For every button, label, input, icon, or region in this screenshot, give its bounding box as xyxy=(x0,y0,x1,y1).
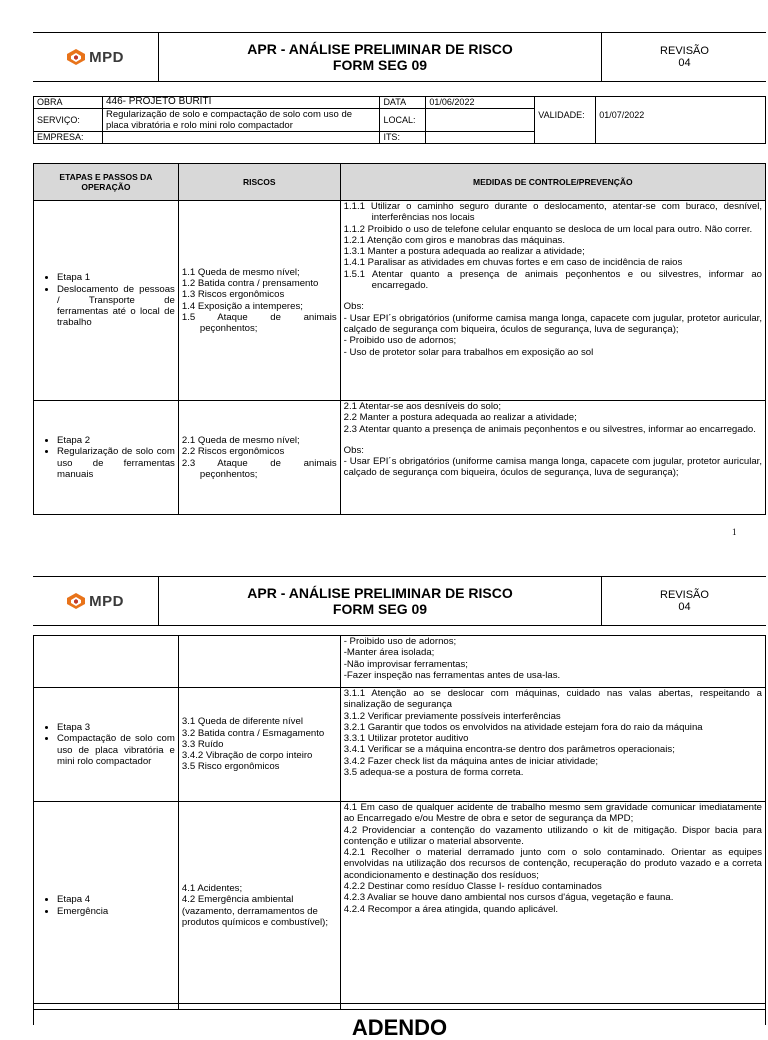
empresa-label: EMPRESA: xyxy=(34,132,103,144)
obs-item: - Usar EPI´s obrigatórios (uniforme camisa manga longa, capacete com jugular, protetor auricular, calçado de segurança com biqueira, óculos de segurança, luva de segurança); xyxy=(343,456,762,479)
measure-item: 3.5 adequa-se a postura de forma correta. xyxy=(343,767,524,779)
measure-item: -Manter área isolada; xyxy=(343,647,435,659)
data-value: 01/06/2022 xyxy=(426,97,535,109)
adendo-title: ADENDO xyxy=(351,1015,448,1040)
measure-item: 2.1 Atentar-se aos desníveis do solo; xyxy=(343,401,501,412)
its-value xyxy=(426,132,535,144)
measure-item: 4.1 Em caso de qualquer acidente de trabalho mesmo sem gravidade comunicar imediatamente ao Encarregado e/ou Mestre de obra e setor de segurança da MPD; xyxy=(343,802,762,825)
etapa4-measures xyxy=(340,802,765,1010)
measure-item: 4.2.3 Avaliar se houve dano ambiental nos cursos d'água, vegetação e fauna. xyxy=(343,892,674,904)
obra-label: OBRA xyxy=(34,97,103,109)
title-line2: FORM SEG 09 xyxy=(332,57,428,73)
logo-text: MPD xyxy=(89,48,124,66)
risk-table-page1 xyxy=(33,163,766,515)
measure-item: 3.2.1 Garantir que todos os envolvidos na atividade estejam fora do raio da máquina xyxy=(343,721,703,733)
measure-item: 3.1.1 Atenção ao se deslocar com máquinas, cuidado nas valas abertas, respeitando a sinalização de segurança xyxy=(343,688,762,711)
company-logo xyxy=(33,577,159,625)
its-label: ITS: xyxy=(380,132,426,144)
risk-item: 1.3 Riscos ergonômicos xyxy=(181,289,285,301)
table-row-etapa2 xyxy=(34,401,766,515)
obs-item: - Uso de protetor solar para trabalhos em exposição ao sol xyxy=(343,346,594,358)
measure-item: 1.1.2 Proibido o uso de telefone celular enquanto se desloca de um local para outro. Não correr. xyxy=(343,223,753,235)
measure-item: 4.2.2 Destinar como resíduo Classe I- resíduo contaminados xyxy=(343,881,602,893)
revision-number: 04 xyxy=(678,601,691,613)
obs-item: - Usar EPI´s obrigatórios (uniforme camisa manga longa, capacete com jugular, protetor auricular, calçado de segurança com biqueira, óculos de segurança, luva de segurança); xyxy=(343,312,762,335)
risk-item: 3.4.2 Vibração de corpo inteiro xyxy=(181,750,313,762)
table-row-etapa1 xyxy=(34,201,766,401)
risk-item: 2.1 Queda de mesmo nível; xyxy=(181,434,300,446)
adendo-section xyxy=(33,1003,766,1040)
document-title xyxy=(159,577,601,625)
etapa1-title: • Etapa 1 xyxy=(57,272,175,283)
risk-item: 2.2 Riscos ergonômicos xyxy=(181,446,285,458)
title-line2: FORM SEG 09 xyxy=(332,601,428,617)
page-number: 1 xyxy=(732,527,737,537)
risk-table-page2 xyxy=(33,635,766,1010)
measure-item: 1.1.1 Utilizar o caminho seguro durante o deslocamento, atentar-se com buraco, desnível, interferências nos locais xyxy=(343,201,762,224)
document-title xyxy=(159,33,601,81)
measure-item: 3.3.1 Utilizar protetor auditivo xyxy=(343,733,469,745)
page1-header xyxy=(33,32,766,82)
risk-item: 4.1 Acidentes; xyxy=(181,882,243,894)
measure-item: 1.2.1 Atenção com giros e manobras das máquinas. xyxy=(343,234,565,246)
title-line1: APR - ANÁLISE PRELIMINAR DE RISCO xyxy=(247,585,513,601)
col-medidas-header: MEDIDAS DE CONTROLE/PREVENÇÃO xyxy=(340,164,765,201)
etapa1-description: • Deslocamento de pessoas / Transporte de ferramentas até o local de trabalho xyxy=(57,284,175,329)
risk-item: 3.1 Queda de diferente nível xyxy=(181,716,303,728)
etapa3-title: • Etapa 3 xyxy=(57,722,175,733)
col-etapas-header: ETAPAS E PASSOS DA OPERAÇÃO xyxy=(34,164,179,201)
obra-value: 446- PROJETO BURITI xyxy=(102,97,379,109)
measure-item: 1.5.1 Atentar quanto a presença de animais peçonhentos e ou silvestres, informar ao encarregado. xyxy=(343,268,762,292)
etapa4-description: • Emergência xyxy=(57,906,175,917)
measure-item: 3.4.2 Fazer check list da máquina antes de iniciar atividade; xyxy=(343,755,599,767)
measure-item: 2.2 Manter a postura adequada ao realizar a atividade; xyxy=(343,412,577,424)
measure-item: 4.2.4 Recompor a área atingida, quando aplicável. xyxy=(343,903,559,915)
etapa2-steps xyxy=(34,401,179,515)
revision-label: REVISÃO xyxy=(660,589,709,601)
data-label: DATA xyxy=(380,97,426,109)
servico-value: Regularização de solo e compactação de solo com uso de placa vibratória e rolo mini rolo compactador xyxy=(102,109,379,132)
risk-item: 4.2 Emergência ambiental (vazamento, derramamentos de produtos químicos e combustível); xyxy=(181,894,328,928)
etapa3-measures xyxy=(340,688,765,802)
measure-item: 4.2.1 Recolher o material derramado junto com o solo contaminado. Orientar as equipes envolvidas na utilização dos recursos de contenção, recuperação do produto vazado e a correta acondicionamento e destinação dos resíduos; xyxy=(343,847,762,881)
measure-item: 1.3.1 Manter a postura adequada ao realizar a atividade; xyxy=(343,246,585,258)
col-riscos-header: RISCOS xyxy=(178,164,340,201)
risk-item: 3.5 Risco ergonômicos xyxy=(181,761,280,773)
etapa3-description: • Compactação de solo com uso de placa vibratória e mini rolo compactador xyxy=(57,733,175,767)
revision-number: 04 xyxy=(678,57,691,69)
risk-item: 3.2 Batida contra / Esmagamento xyxy=(181,727,325,739)
risk-item: 1.4 Exposição a intemperes; xyxy=(181,300,303,312)
measure-item: 2.3 Atentar quanto a presença de animais peçonhentos e ou silvestres, informar ao encarregado. xyxy=(343,423,756,435)
revision-box xyxy=(601,577,767,625)
measure-item: -Fazer inspeção nas ferramentas antes de usa-las. xyxy=(343,669,561,681)
etapa4-steps xyxy=(34,802,179,1010)
continuation-empty-etapa xyxy=(34,636,179,688)
continuation-measures xyxy=(340,636,765,688)
table-row-continuation xyxy=(34,636,766,688)
table-row-etapa4 xyxy=(34,802,766,1010)
table-row-etapa3 xyxy=(34,688,766,802)
risk-item: 2.3 Ataque de animais peçonhentos; xyxy=(181,457,337,480)
risk-item: 1.2 Batida contra / prensamento xyxy=(181,277,319,289)
etapa3-steps xyxy=(34,688,179,802)
revision-label: REVISÃO xyxy=(660,45,709,57)
etapa2-risks xyxy=(178,401,340,515)
measure-item: 4.2 Providenciar a contenção do vazamento utilizando o kit de mitigação. Dispor bacia para contenção e utilizar o material absorvente. xyxy=(343,824,762,847)
etapa1-measures xyxy=(340,201,765,401)
obs-label: Obs: xyxy=(343,444,364,456)
etapa2-description: • Regularização de solo com uso de ferramentas manuais xyxy=(57,446,175,480)
risk-item: 1.1 Queda de mesmo nível; xyxy=(181,266,300,278)
validade-label: VALIDADE: xyxy=(535,97,596,144)
logo-text: MPD xyxy=(89,592,124,610)
obs-label: Obs: xyxy=(343,301,364,313)
risk-item: 3.3 Ruído xyxy=(181,738,224,750)
info-table xyxy=(33,96,766,144)
revision-box xyxy=(601,33,767,81)
validade-value: 01/07/2022 xyxy=(596,97,766,144)
mpd-logo-icon xyxy=(67,593,85,609)
company-logo xyxy=(33,33,159,81)
title-line1: APR - ANÁLISE PRELIMINAR DE RISCO xyxy=(247,41,513,57)
etapa2-title: • Etapa 2 xyxy=(57,435,175,446)
servico-label: SERVIÇO: xyxy=(34,109,103,132)
mpd-logo-icon xyxy=(67,49,85,65)
etapa3-risks xyxy=(178,688,340,802)
measure-item: 3.1.2 Verificar previamente possíveis interferências xyxy=(343,710,561,722)
etapa2-measures xyxy=(340,401,765,515)
measure-item: 3.4.1 Verificar se a máquina encontra-se dentro dos parâmetros operacionais; xyxy=(343,744,675,756)
empresa-value xyxy=(102,132,379,144)
measure-item: 1.4.1 Paralisar as atividades em chuvas fortes e em caso de incidência de raios xyxy=(343,257,683,269)
measure-item: -Não improvisar ferramentas; xyxy=(343,658,468,670)
risk-item: 1.5 Ataque de animais peçonhentos; xyxy=(181,311,337,335)
local-value xyxy=(426,109,535,132)
etapa1-steps xyxy=(34,201,179,401)
obs-item: - Proibido uso de adornos; xyxy=(343,335,457,347)
local-label: LOCAL: xyxy=(380,109,426,132)
measure-item: - Proibido uso de adornos; xyxy=(343,636,457,647)
continuation-empty-risk xyxy=(178,636,340,688)
page2-header xyxy=(33,576,766,626)
etapa4-risks xyxy=(178,802,340,1010)
etapa1-risks xyxy=(178,201,340,401)
etapa4-title: • Etapa 4 xyxy=(57,894,175,905)
